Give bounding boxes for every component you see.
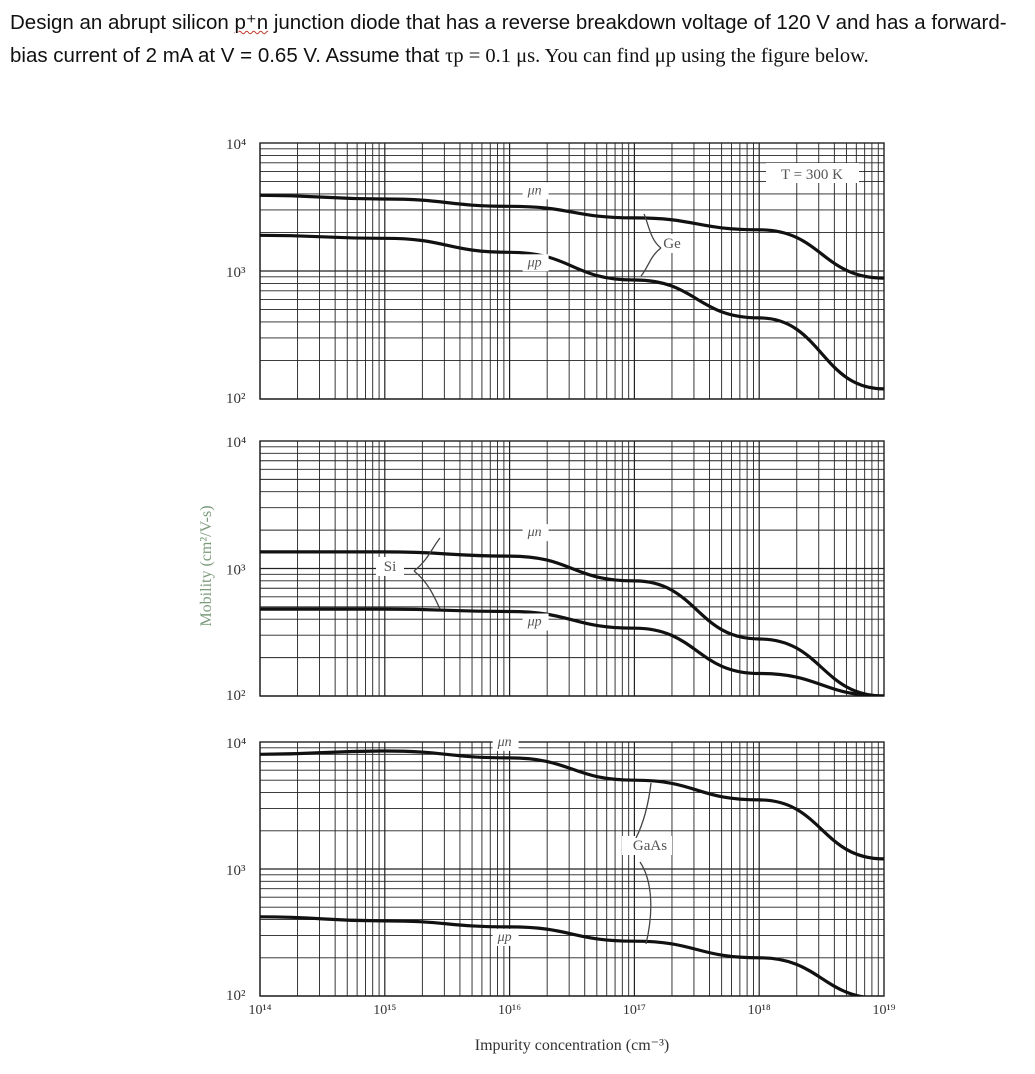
series-label: μn — [497, 734, 512, 750]
problem-text-1: Design an abrupt silicon — [10, 11, 235, 34]
y-tick-label: 10³ — [226, 265, 246, 281]
y-tick-label: 10⁴ — [226, 736, 247, 752]
series-line-mu-p — [260, 235, 884, 389]
x-tick-label: 10¹⁸ — [747, 1003, 771, 1018]
y-tick-label: 10⁴ — [226, 137, 247, 153]
series-label: μn — [527, 525, 542, 541]
x-tick-label: 10¹⁶ — [498, 1003, 522, 1018]
problem-text-3: τp = 0.1 μs. You can find μp using the figure below. — [445, 45, 869, 67]
squiggled-word: p⁺n — [234, 11, 269, 34]
x-axis-label: Impurity concentration (cm⁻³) — [474, 1037, 670, 1054]
plots — [226, 137, 896, 1018]
x-tick-label: 10¹⁷ — [622, 1003, 646, 1018]
y-tick-label: 10³ — [226, 863, 246, 879]
series-label: μp — [527, 614, 542, 630]
temperature-label: T = 300 K — [781, 167, 843, 183]
x-tick-label: 10¹⁴ — [248, 1003, 272, 1018]
y-tick-label: 10² — [226, 391, 246, 407]
y-tick-label: 10³ — [226, 562, 246, 579]
material-bracket — [641, 214, 661, 276]
material-label: Ge — [663, 236, 681, 252]
series-label: μp — [527, 255, 542, 271]
series-line-mu-n — [260, 751, 884, 859]
material-label: Si — [383, 559, 397, 575]
y-axis-label: Mobility (cm²/V-s) — [198, 505, 215, 627]
x-tick-label: 10¹⁵ — [373, 1003, 397, 1018]
series-line-mu-p — [260, 609, 884, 696]
material-label: GaAs — [632, 838, 668, 854]
series-label: μp — [497, 929, 512, 945]
panel-ge — [226, 137, 884, 407]
panel-si — [226, 435, 884, 704]
series-label: μn — [527, 183, 542, 199]
material-bracket — [414, 538, 440, 609]
y-tick-label: 10⁴ — [226, 435, 247, 451]
y-tick-label: 10² — [226, 688, 246, 704]
panel-gaas — [226, 734, 884, 1004]
problem-text-2: junction diode that has a reverse breakdown voltage of 120 V and has a forward-bias current of 2 mA at V = 0.65 V. Assume that — [10, 11, 1007, 67]
x-tick-label: 10¹⁹ — [872, 1003, 896, 1018]
y-tick-label: 10² — [226, 988, 246, 1004]
